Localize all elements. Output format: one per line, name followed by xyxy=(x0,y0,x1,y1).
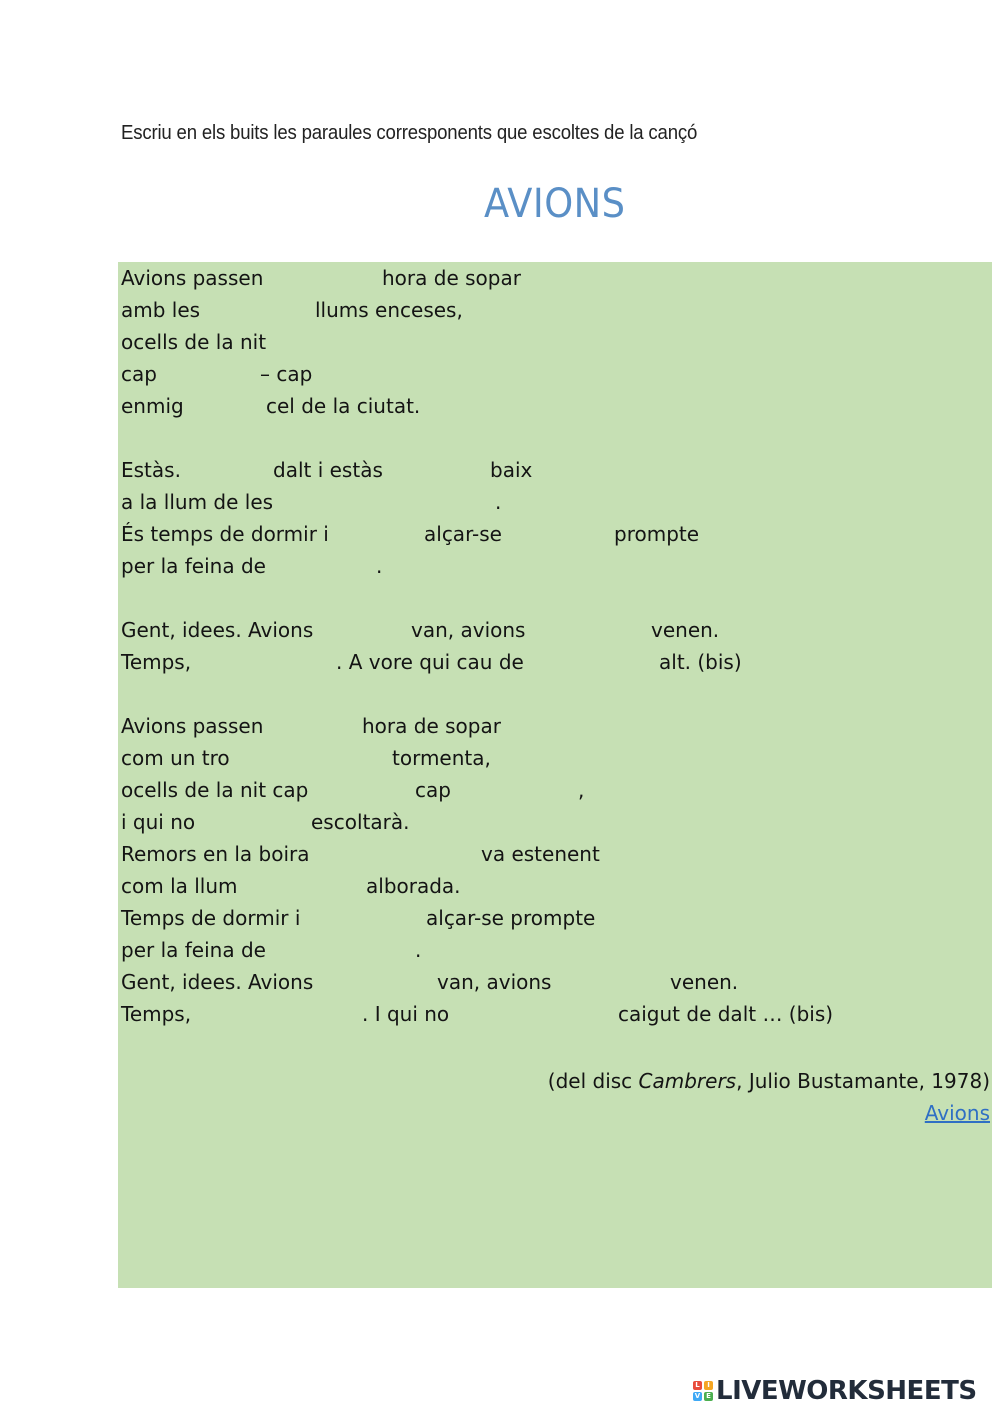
lyric-segment: tormenta, xyxy=(392,746,491,770)
lyric-line xyxy=(121,583,981,613)
page-title: AVIONS xyxy=(484,181,626,227)
lyric-segment: . xyxy=(495,490,502,514)
lyric-segment: cap xyxy=(415,778,451,802)
lyric-segment: cel de la ciutat. xyxy=(266,394,421,418)
lyric-line xyxy=(121,903,981,933)
lyric-segment: – cap xyxy=(260,362,313,386)
lyric-segment: Avions passen xyxy=(121,714,264,738)
lyric-line xyxy=(121,647,981,677)
lyric-segment: com un tro xyxy=(121,746,230,770)
lyric-segment: ocells de la nit xyxy=(121,330,267,354)
lyric-segment: , xyxy=(578,778,585,802)
lyric-segment: escoltarà. xyxy=(311,810,410,834)
lyric-segment: llums enceses, xyxy=(315,298,463,322)
credit-prefix: (del disc xyxy=(547,1069,639,1093)
album-credit xyxy=(548,1066,990,1096)
lyric-line xyxy=(121,263,981,293)
credit-album: Cambrers xyxy=(638,1069,737,1093)
lyric-segment: hora de sopar xyxy=(362,714,501,738)
lyric-line xyxy=(121,391,981,421)
lyric-segment: venen. xyxy=(651,618,720,642)
lyric-line xyxy=(121,487,981,517)
lyric-segment: caigut de dalt … (bis) xyxy=(618,1002,834,1026)
lyric-segment: per la feina de xyxy=(121,554,266,578)
lyric-segment: va estenent xyxy=(481,842,600,866)
lyric-segment: Estàs. xyxy=(121,458,181,482)
lyric-segment: Temps de dormir i xyxy=(121,906,301,930)
lyric-line xyxy=(121,935,981,965)
lyric-line xyxy=(121,551,981,581)
lyric-segment: amb les xyxy=(121,298,201,322)
lyric-segment: baix xyxy=(490,458,533,482)
lyric-segment: per la feina de xyxy=(121,938,266,962)
lyric-segment: alborada. xyxy=(366,874,461,898)
song-link[interactable]: Avions xyxy=(924,1101,990,1125)
lyric-line xyxy=(121,807,981,837)
lyric-line xyxy=(121,615,981,645)
lyric-segment: i qui no xyxy=(121,810,196,834)
lyric-segment: venen. xyxy=(670,970,739,994)
lyric-line xyxy=(121,743,981,773)
lyric-line xyxy=(121,999,981,1029)
lyric-segment: ocells de la nit cap xyxy=(121,778,309,802)
lyric-segment: cap xyxy=(121,362,157,386)
lyric-line xyxy=(121,455,981,485)
lyric-segment: alçar-se prompte xyxy=(426,906,596,930)
lyric-segment: van, avions xyxy=(437,970,552,994)
lyric-line xyxy=(121,423,981,453)
lyric-segment: enmig xyxy=(121,394,184,418)
lyric-segment: . I qui no xyxy=(362,1002,450,1026)
lyric-line xyxy=(121,839,981,869)
lyric-line xyxy=(121,359,981,389)
lyric-segment: . xyxy=(415,938,422,962)
lyric-segment: Temps, xyxy=(121,1002,192,1026)
lyric-line xyxy=(121,327,981,357)
instructions-text: Escriu en els buits les paraules corresponents que escoltes de la cançó xyxy=(121,122,698,144)
lyric-segment: a la llum de les xyxy=(121,490,274,514)
lyric-line xyxy=(121,871,981,901)
lyric-line xyxy=(121,967,981,997)
lyric-segment: Gent, idees. Avions xyxy=(121,618,314,642)
brand-icon-e: E xyxy=(704,1392,713,1401)
lyric-line xyxy=(121,679,981,709)
lyric-segment: alçar-se xyxy=(424,522,502,546)
lyric-segment: dalt i estàs xyxy=(273,458,383,482)
lyric-segment: van, avions xyxy=(411,618,526,642)
lyric-segment: . xyxy=(376,554,383,578)
lyric-segment: Gent, idees. Avions xyxy=(121,970,314,994)
credit-suffix: , Julio Bustamante, 1978) xyxy=(736,1069,990,1093)
liveworksheets-icon xyxy=(693,1381,713,1401)
lyric-segment: com la llum xyxy=(121,874,238,898)
liveworksheets-logo xyxy=(693,1373,977,1409)
lyric-segment: alt. (bis) xyxy=(659,650,742,674)
lyric-line xyxy=(121,295,981,325)
lyric-line xyxy=(121,775,981,805)
lyric-segment: Remors en la boira xyxy=(121,842,310,866)
brand-icon-l: L xyxy=(693,1381,702,1390)
lyric-line xyxy=(121,519,981,549)
lyrics-box xyxy=(118,262,992,1288)
brand-icon-v: V xyxy=(694,1392,701,1400)
lyric-segment: Avions passen xyxy=(121,266,264,290)
lyric-line xyxy=(121,711,981,741)
brand-icon-i: I xyxy=(704,1381,713,1390)
brand-name: LIVEWORKSHEETS xyxy=(716,1376,977,1406)
lyric-segment: És temps de dormir i xyxy=(121,522,329,546)
lyric-segment: prompte xyxy=(614,522,700,546)
lyric-segment: . A vore qui cau de xyxy=(336,650,524,674)
lyric-segment: Temps, xyxy=(121,650,192,674)
lyric-segment: hora de sopar xyxy=(382,266,521,290)
